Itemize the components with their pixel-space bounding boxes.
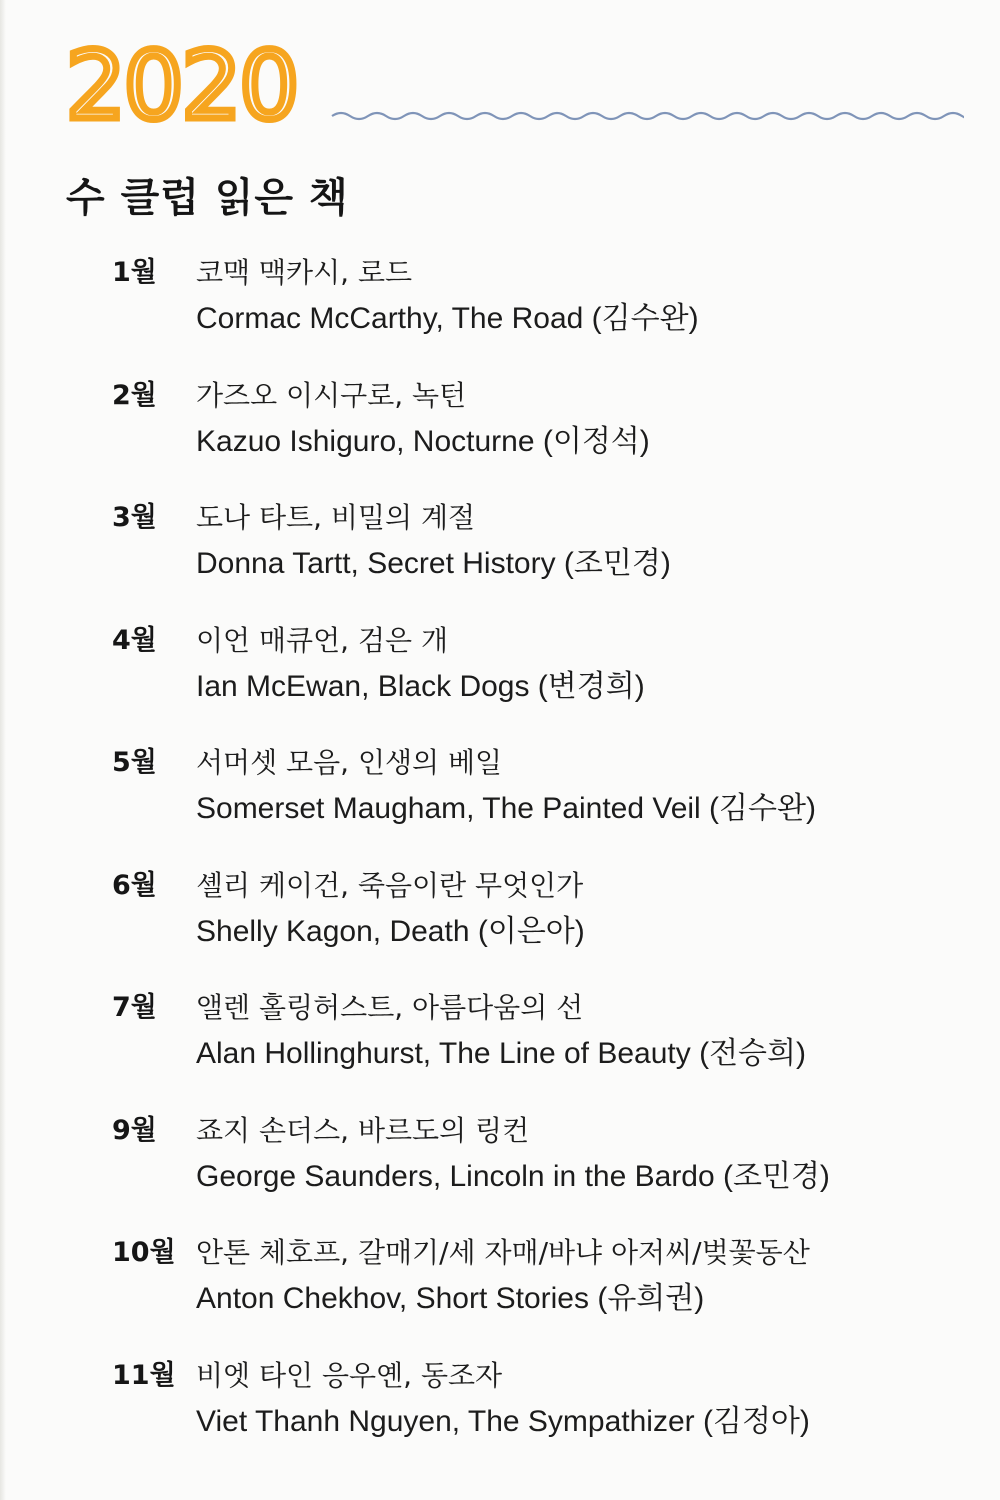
korean-title: 이언 매큐언, 검은 개 — [196, 623, 448, 657]
korean-title: 셸리 케이건, 죽음이란 무엇인가 — [196, 868, 584, 902]
english-title: George Saunders, Lincoln in the Bardo (조민경) — [196, 1159, 830, 1193]
wavy-divider — [330, 106, 964, 126]
month-label: 1월 — [112, 257, 157, 288]
book-entry — [112, 1111, 972, 1234]
english-title: Viet Thanh Nguyen, The Sympathizer (김정아) — [196, 1404, 810, 1438]
wave-line — [332, 113, 964, 119]
month-label: 5월 — [112, 747, 157, 778]
book-entry — [112, 621, 972, 744]
month-label: 6월 — [112, 869, 157, 901]
page-edge-shadow — [0, 0, 6, 1500]
korean-title: 코맥 맥카시, 로드 — [196, 256, 413, 289]
book-entry — [112, 988, 972, 1111]
book-entry — [112, 498, 972, 621]
english-title: Donna Tartt, Secret History (조민경) — [196, 547, 671, 580]
book-entry — [112, 866, 972, 989]
year-text: 2020 — [66, 40, 298, 126]
book-entry — [112, 743, 972, 866]
english-title: Ian McEwan, Black Dogs (변경희) — [196, 669, 645, 703]
english-title: Somerset Maugham, The Painted Veil (김수완) — [196, 792, 816, 825]
month-label: 9월 — [112, 1114, 157, 1146]
book-entry — [112, 1356, 972, 1479]
english-title: Kazuo Ishiguro, Nocturne (이정석) — [196, 424, 650, 458]
english-title: Shelly Kagon, Death (이은아) — [196, 914, 585, 948]
year-title — [66, 40, 336, 126]
month-label: 2월 — [112, 379, 157, 411]
month-label: 3월 — [112, 502, 157, 533]
page-title: 수 클럽 읽은 책 — [66, 175, 349, 221]
korean-title: 가즈오 이시구로, 녹턴 — [196, 378, 467, 412]
korean-title: 안톤 체호프, 갈매기/세 자매/바냐 아저씨/벚꽃동산 — [196, 1236, 810, 1269]
book-entry — [112, 1233, 972, 1356]
month-label: 7월 — [112, 992, 157, 1023]
english-title: Cormac McCarthy, The Road (김수완) — [196, 302, 699, 335]
korean-title: 서머셋 모음, 인생의 베일 — [196, 746, 503, 779]
english-title: Alan Hollinghurst, The Line of Beauty (전승희) — [196, 1037, 807, 1070]
korean-title: 비엣 타인 응우옌, 동조자 — [196, 1358, 503, 1392]
korean-title: 도나 타트, 비밀의 계절 — [196, 501, 476, 534]
korean-title: 죠지 손더스, 바르도의 링컨 — [196, 1113, 530, 1147]
month-label: 11월 — [112, 1359, 176, 1391]
book-entry — [112, 253, 972, 376]
korean-title: 앨렌 홀링허스트, 아름다움의 선 — [196, 991, 584, 1024]
book-entry — [112, 376, 972, 499]
month-label: 10월 — [112, 1237, 176, 1268]
book-list — [112, 253, 972, 1478]
month-label: 4월 — [112, 624, 157, 656]
english-title: Anton Chekhov, Short Stories (유희권) — [196, 1282, 705, 1315]
